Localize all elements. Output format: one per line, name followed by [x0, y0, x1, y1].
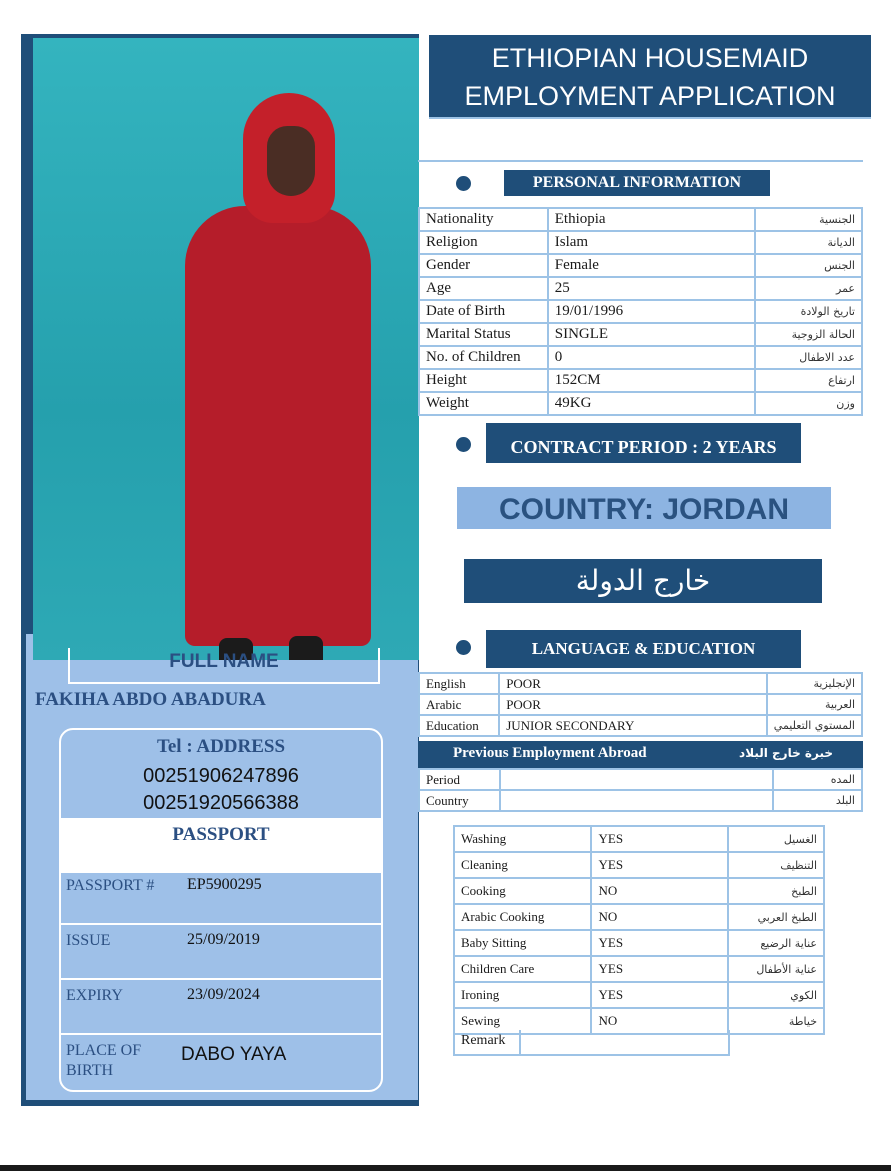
passport-title: PASSPORT — [172, 824, 270, 845]
skill-row — [454, 904, 824, 930]
bullet-icon — [456, 437, 471, 452]
previous-employment-row — [419, 769, 862, 790]
skill-row — [454, 956, 824, 982]
personal-info-row — [419, 300, 862, 323]
previous-employment-table — [418, 768, 863, 812]
cell-arabic: الطبخ العربي — [728, 904, 824, 930]
personal-info-row — [419, 254, 862, 277]
cell-value: NO — [591, 1008, 728, 1034]
cell-value: POOR — [499, 694, 767, 715]
cell-label: Period — [419, 769, 500, 790]
cell-arabic: المده — [773, 769, 862, 790]
cell-arabic: الغسيل — [728, 826, 824, 852]
cell-arabic: خياطة — [728, 1008, 824, 1034]
applicant-name: FAKIHA ABDO ABADURA — [35, 689, 266, 710]
cell-label: Education — [419, 715, 499, 736]
personal-info-row — [419, 208, 862, 231]
language-row — [419, 673, 862, 694]
remark-row — [453, 1030, 730, 1056]
personal-info-row — [419, 392, 862, 415]
contact-passport-card — [59, 728, 383, 1092]
skill-row — [454, 826, 824, 852]
cell-value: NO — [591, 904, 728, 930]
passport-number-value: EP5900295 — [187, 876, 262, 893]
cell-arabic: عناية الرضيع — [728, 930, 824, 956]
cell-value — [500, 790, 773, 811]
phone-number: 00251920566388 — [143, 792, 299, 814]
previous-employment-label: Previous Employment Abroad — [453, 745, 647, 761]
cell-value: 19/01/1996 — [548, 300, 756, 323]
previous-employment-label-ar: خبرة خارج البلاد — [739, 746, 833, 760]
cell-label: Children Care — [454, 956, 591, 982]
cell-arabic: تاريخ الولادة — [755, 300, 862, 323]
cell-arabic: وزن — [755, 392, 862, 415]
cell-label: Cleaning — [454, 852, 591, 878]
language-row — [419, 694, 862, 715]
cell-value: 152CM — [548, 369, 756, 392]
cell-label: Washing — [454, 826, 591, 852]
cell-arabic: البلد — [773, 790, 862, 811]
remark-label: Remark — [461, 1033, 506, 1048]
cell-arabic: الطبخ — [728, 878, 824, 904]
previous-employment-row — [419, 790, 862, 811]
issue-value: 25/09/2019 — [187, 931, 260, 948]
skill-row — [454, 982, 824, 1008]
personal-info-row — [419, 231, 862, 254]
expiry-label: EXPIRY — [66, 987, 123, 1004]
cell-value: YES — [591, 826, 728, 852]
cell-arabic: التنظيف — [728, 852, 824, 878]
cell-value: Female — [548, 254, 756, 277]
cell-label: Weight — [419, 392, 548, 415]
place-of-birth-value: DABO YAYA — [181, 1044, 287, 1065]
cell-label: No. of Children — [419, 346, 548, 369]
cell-label: Arabic — [419, 694, 499, 715]
cell-value: Ethiopia — [548, 208, 756, 231]
cell-arabic: الحالة الزوجية — [755, 323, 862, 346]
cell-label: Baby Sitting — [454, 930, 591, 956]
cell-label: Religion — [419, 231, 548, 254]
language-row — [419, 715, 862, 736]
language-table — [418, 672, 863, 737]
cell-label: Country — [419, 790, 500, 811]
page-bottom-rule — [0, 1165, 891, 1171]
personal-info-row — [419, 277, 862, 300]
cell-label: English — [419, 673, 499, 694]
applicant-photo — [33, 38, 419, 660]
skill-row — [454, 852, 824, 878]
personal-info-row — [419, 346, 862, 369]
expiry-value: 23/09/2024 — [187, 986, 260, 1003]
cell-arabic: ارتفاع — [755, 369, 862, 392]
contract-period-header: CONTRACT PERIOD : 2 YEARS — [486, 423, 801, 463]
cell-value: NO — [591, 878, 728, 904]
previous-employment-header — [418, 741, 863, 769]
cell-value: YES — [591, 956, 728, 982]
cell-value: SINGLE — [548, 323, 756, 346]
cell-value: Islam — [548, 231, 756, 254]
language-education-header: LANGUAGE & EDUCATION — [486, 630, 801, 668]
cell-arabic: عمر — [755, 277, 862, 300]
cell-value: YES — [591, 930, 728, 956]
title-line-2: EMPLOYMENT APPLICATION — [464, 81, 836, 111]
personal-info-table — [418, 207, 863, 416]
cell-label: Arabic Cooking — [454, 904, 591, 930]
cell-label: Sewing — [454, 1008, 591, 1034]
cell-value: YES — [591, 982, 728, 1008]
passport-number-row — [61, 873, 381, 925]
cell-value: POOR — [499, 673, 767, 694]
cell-value: YES — [591, 852, 728, 878]
cell-arabic: العربية — [767, 694, 862, 715]
expiry-row — [61, 983, 381, 1035]
issue-row — [61, 928, 381, 980]
cell-arabic: المستوي التعليمي — [767, 715, 862, 736]
passport-number-label: PASSPORT # — [66, 877, 155, 894]
cell-label: Height — [419, 369, 548, 392]
personal-info-header: PERSONAL INFORMATION — [504, 170, 770, 196]
divider — [418, 160, 863, 162]
cell-arabic: الإنجليزية — [767, 673, 862, 694]
country-banner: COUNTRY: JORDAN — [457, 487, 831, 529]
bullet-icon — [456, 640, 471, 655]
country-arabic-banner: خارج الدولة — [464, 559, 822, 603]
cell-arabic: الديانة — [755, 231, 862, 254]
personal-info-row — [419, 369, 862, 392]
cell-label: Age — [419, 277, 548, 300]
issue-label: ISSUE — [66, 932, 111, 949]
cell-value — [500, 769, 773, 790]
cell-value: JUNIOR SECONDARY — [499, 715, 767, 736]
document-title-box — [429, 35, 871, 119]
cell-arabic: الجنس — [755, 254, 862, 277]
full-name-label: FULL NAME — [169, 651, 279, 672]
cell-label: Cooking — [454, 878, 591, 904]
cell-label: Ironing — [454, 982, 591, 1008]
place-of-birth-label: PLACE OF BIRTH — [66, 1042, 142, 1079]
cell-value: 25 — [548, 277, 756, 300]
bullet-icon — [456, 176, 471, 191]
title-line-1: ETHIOPIAN HOUSEMAID — [491, 43, 809, 73]
tel-address-label: Tel : ADDRESS — [156, 736, 286, 757]
phone-number: 00251906247896 — [143, 765, 299, 787]
cell-label: Date of Birth — [419, 300, 548, 323]
cell-label: Nationality — [419, 208, 548, 231]
skill-row — [454, 930, 824, 956]
cell-value: 49KG — [548, 392, 756, 415]
cell-arabic: عناية الأطفال — [728, 956, 824, 982]
place-of-birth-row — [61, 1038, 381, 1090]
cell-label: Marital Status — [419, 323, 548, 346]
skills-table — [453, 825, 825, 1035]
cell-value: 0 — [548, 346, 756, 369]
cell-arabic: عدد الاطفال — [755, 346, 862, 369]
personal-info-row — [419, 323, 862, 346]
cell-label: Gender — [419, 254, 548, 277]
cell-arabic: الكوي — [728, 982, 824, 1008]
cell-arabic: الجنسية — [755, 208, 862, 231]
skill-row — [454, 878, 824, 904]
